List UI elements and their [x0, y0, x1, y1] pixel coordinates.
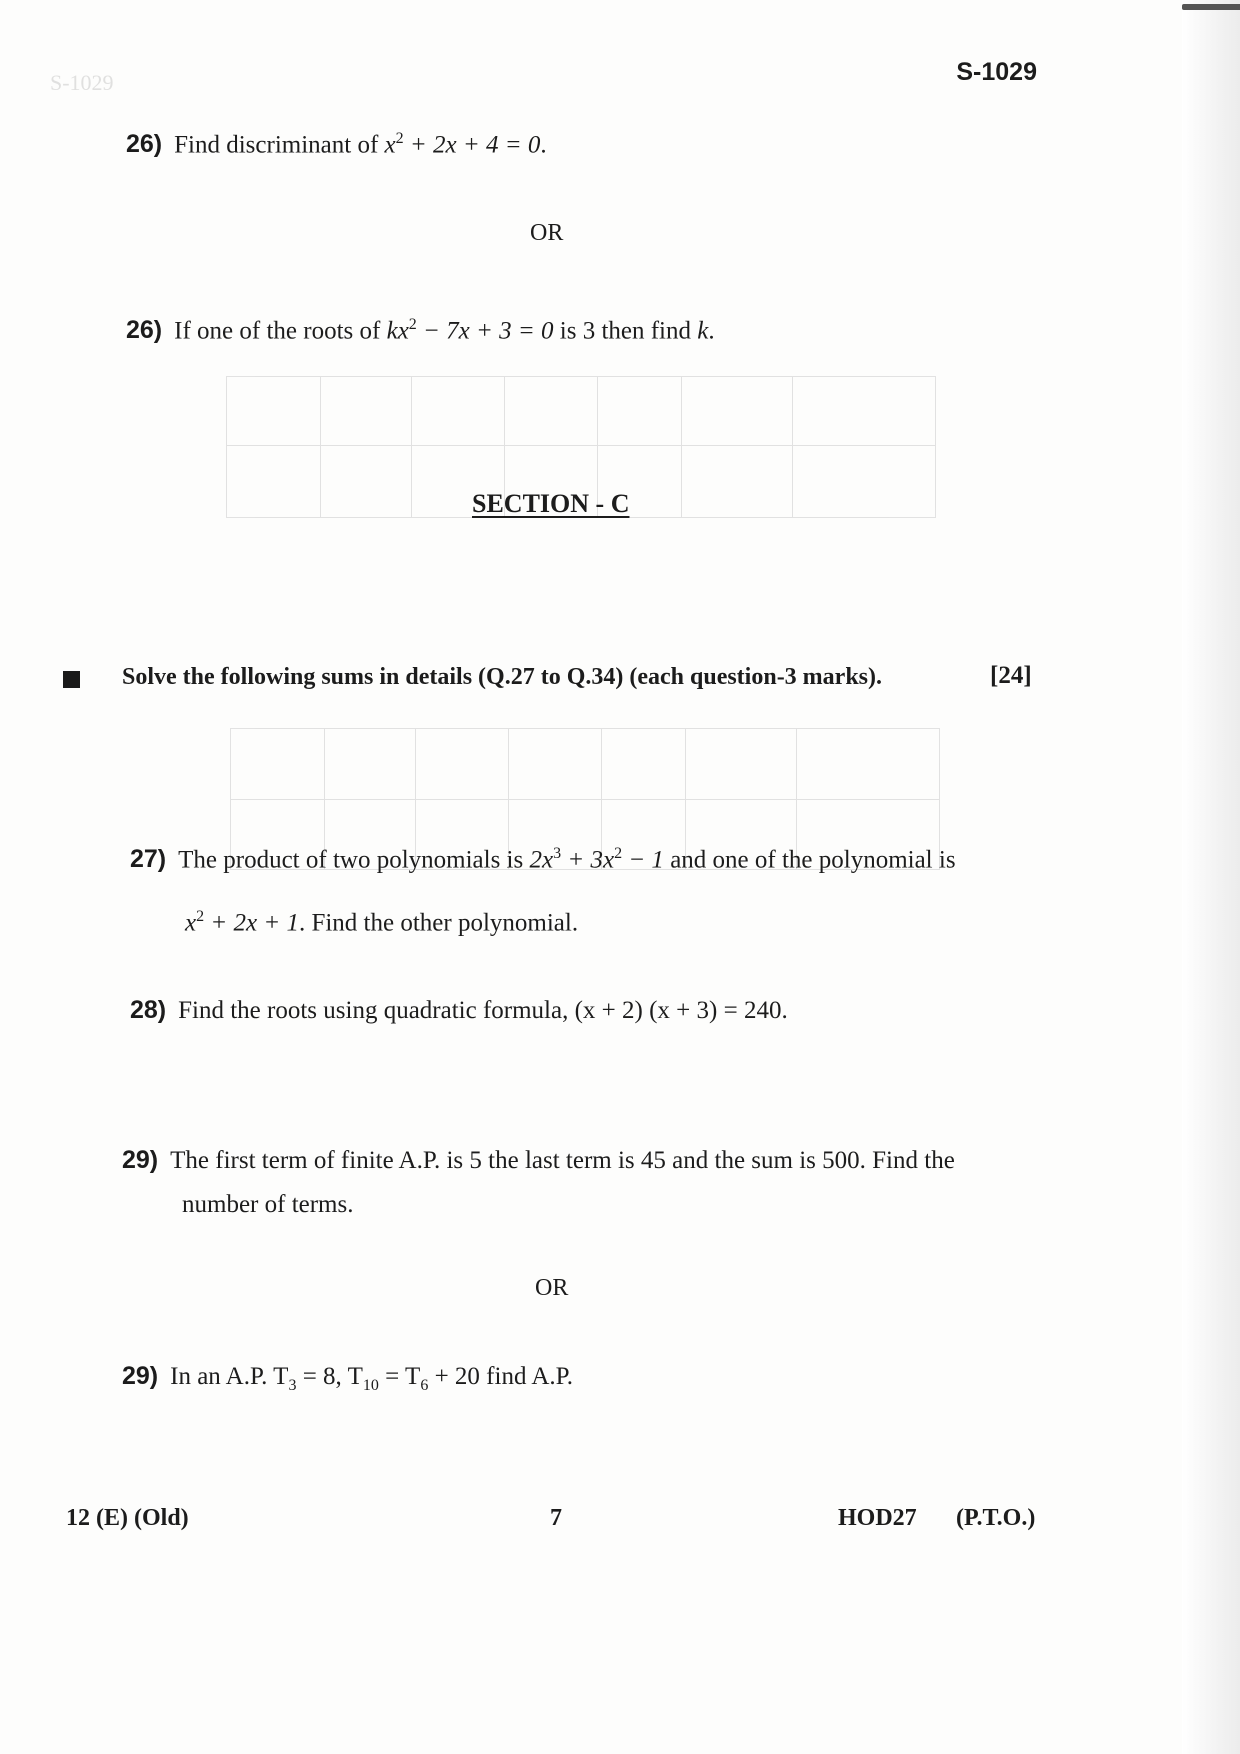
question-text: is 3 then find — [553, 317, 698, 345]
square-bullet-icon — [63, 671, 80, 688]
subscript: 6 — [420, 1377, 429, 1394]
section-title: SECTION - C — [472, 489, 630, 518]
subscript: 3 — [288, 1377, 297, 1394]
equation-term: − 1 — [622, 846, 664, 874]
equation-term: + 2x + 1 — [204, 909, 299, 937]
equation-term: x — [384, 131, 396, 159]
question-text: + 20 find A.P. — [428, 1363, 574, 1390]
scan-tab — [1182, 4, 1240, 10]
question-27 — [130, 845, 956, 874]
question-number: 26) — [126, 130, 163, 159]
question-29 — [122, 1146, 955, 1175]
scan-edge — [1182, 0, 1240, 1754]
equation-term: x — [185, 909, 197, 937]
or-separator: OR — [535, 1275, 569, 1301]
exponent: 2 — [408, 316, 417, 333]
or-separator: OR — [530, 220, 564, 246]
footer-pto: (P.T.O.) — [956, 1505, 1036, 1531]
question-text: . — [708, 317, 715, 345]
term-symbol: T — [347, 1363, 363, 1390]
page-number: 7 — [550, 1505, 562, 1531]
question-text: In an A.P. — [170, 1363, 274, 1390]
question-text: = 8, — [296, 1363, 348, 1390]
question-number: 29) — [122, 1362, 159, 1390]
question-29-line-2: number of terms. — [182, 1191, 354, 1218]
exponent: 2 — [614, 845, 623, 862]
variable: k — [697, 317, 709, 345]
section-instruction: Solve the following sums in details (Q.27 to Q.34) (each question-3 marks). — [122, 664, 883, 690]
subscript: 10 — [362, 1377, 379, 1394]
question-text: Find the roots using quadratic formula, (x + 2) (x + 3) = 240. — [178, 997, 788, 1024]
question-text: The product of two polynomials is — [178, 846, 530, 874]
question-text: and one of the polynomial is — [663, 846, 956, 874]
question-number: 27) — [130, 845, 167, 874]
question-text: Find discriminant of — [174, 131, 385, 159]
question-number: 28) — [130, 996, 167, 1024]
question-27-line-2 — [185, 908, 578, 937]
question-26 — [126, 130, 547, 159]
question-text: . Find the other polynomial. — [298, 909, 579, 937]
footer-code: HOD27 — [838, 1505, 917, 1531]
exponent: 2 — [395, 130, 404, 147]
question-number: 26) — [126, 316, 163, 345]
question-text: = — [378, 1363, 406, 1390]
question-text: If one of the roots of — [174, 317, 387, 345]
equation-term: 2x — [529, 846, 554, 874]
equation-term: kx — [386, 317, 409, 345]
bleed-through-text: S-1029 — [50, 70, 114, 95]
equation-term: − 7x + 3 = 0 — [416, 317, 554, 345]
question-text: . — [540, 131, 547, 159]
question-text: The first term of finite A.P. is 5 the last term is 45 and the sum is 500. Find the — [170, 1147, 955, 1174]
equation-term: + 2x + 4 = 0 — [403, 131, 541, 159]
footer-class-label: 12 (E) (Old) — [66, 1505, 189, 1531]
paper-code: S-1029 — [956, 58, 1037, 86]
exponent: 3 — [553, 845, 562, 862]
question-28 — [130, 996, 788, 1025]
exponent: 2 — [196, 908, 205, 925]
question-29-alt — [122, 1362, 573, 1395]
term-symbol: T — [273, 1363, 289, 1390]
term-symbol: T — [405, 1363, 421, 1390]
section-marks: [24] — [990, 662, 1032, 689]
equation-term: + 3x — [561, 846, 615, 874]
question-number: 29) — [122, 1146, 159, 1174]
question-26-alt — [126, 316, 715, 345]
